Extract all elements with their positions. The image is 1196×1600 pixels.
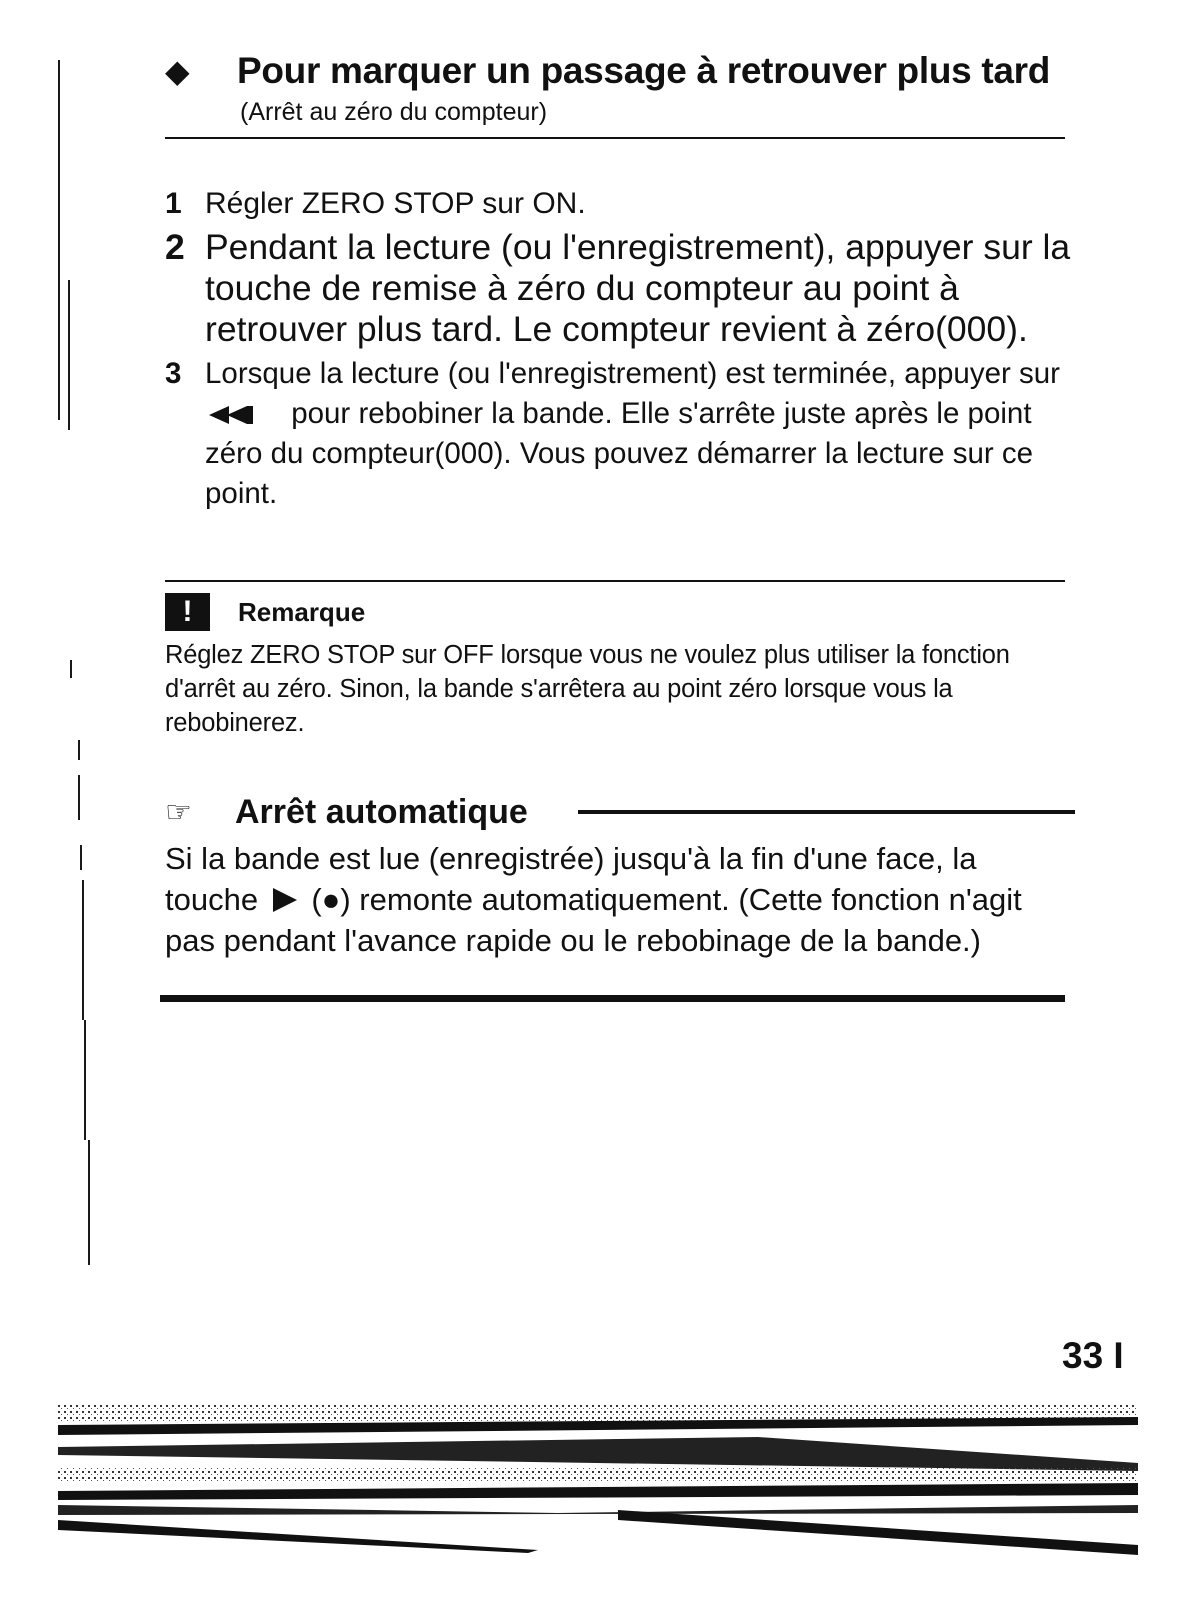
warning-icon: ! — [165, 593, 210, 631]
scan-noise-band — [58, 1405, 1138, 1555]
header-divider — [165, 137, 1065, 139]
auto-stop-title: Arrêt automatique — [235, 792, 528, 831]
step-text: Régler ZERO STOP sur ON. — [205, 187, 586, 220]
step-text-after: pour rebobiner la bande. Elle s'arrête juste après le point zéro du compteur(000). Vous pouvez démarrer la lecture sur ce point. — [205, 397, 1034, 510]
step-number: 2 — [165, 227, 185, 267]
page-number: 33 I — [1062, 1335, 1124, 1376]
step-number: 3 — [165, 357, 182, 390]
auto-stop-rule — [578, 810, 1075, 814]
section-header — [165, 50, 1065, 127]
auto-stop-text-before: Si la bande est lue (enregistrée) jusqu'à la fin d'une face, la touche — [165, 841, 977, 917]
section-title: Pour marquer un passage à retrouver plus tard — [237, 50, 1051, 91]
list-item — [165, 227, 1075, 350]
step-number: 1 — [165, 187, 182, 220]
steps-list — [165, 185, 1075, 518]
section-end-rule — [160, 995, 1065, 1002]
diamond-bullet-icon: ◆ — [165, 53, 190, 89]
note-text: Réglez ZERO STOP sur OFF lorsque vous ne voulez plus utiliser la fonction d'arrêt au zéro. Sinon, la bande s'arrêtera au point zéro lorsque vous la rebobinerez. — [165, 641, 1010, 737]
scan-margin-marks — [0, 0, 120, 1320]
list-item — [165, 354, 1075, 514]
auto-stop-text-after: (●) remonte automatiquement. (Cette fonction n'agit pas pendant l'avance rapide ou le rebobinage de la bande.) — [165, 882, 1022, 958]
pointing-hand-icon: ☞ — [165, 795, 192, 829]
note-label: Remarque — [238, 596, 366, 627]
step-text — [205, 354, 1075, 514]
auto-stop-section — [165, 790, 1075, 961]
step-text-before: Lorsque la lecture (ou l'enregistrement) est terminée, appuyer sur — [205, 357, 1060, 390]
note-box — [165, 592, 1075, 740]
list-item — [165, 185, 1075, 223]
section-subtitle: (Arrêt au zéro du compteur) — [240, 98, 548, 126]
note-divider — [165, 580, 1065, 582]
step-text: Pendant la lecture (ou l'enregistrement), appuyer sur la touche de remise à zéro du compteur au point à retrouver plus tard. Le compteur revient à zéro(000). — [205, 227, 1071, 349]
play-icon — [273, 888, 297, 912]
auto-stop-text — [165, 838, 1075, 961]
rewind-icon — [209, 406, 279, 424]
